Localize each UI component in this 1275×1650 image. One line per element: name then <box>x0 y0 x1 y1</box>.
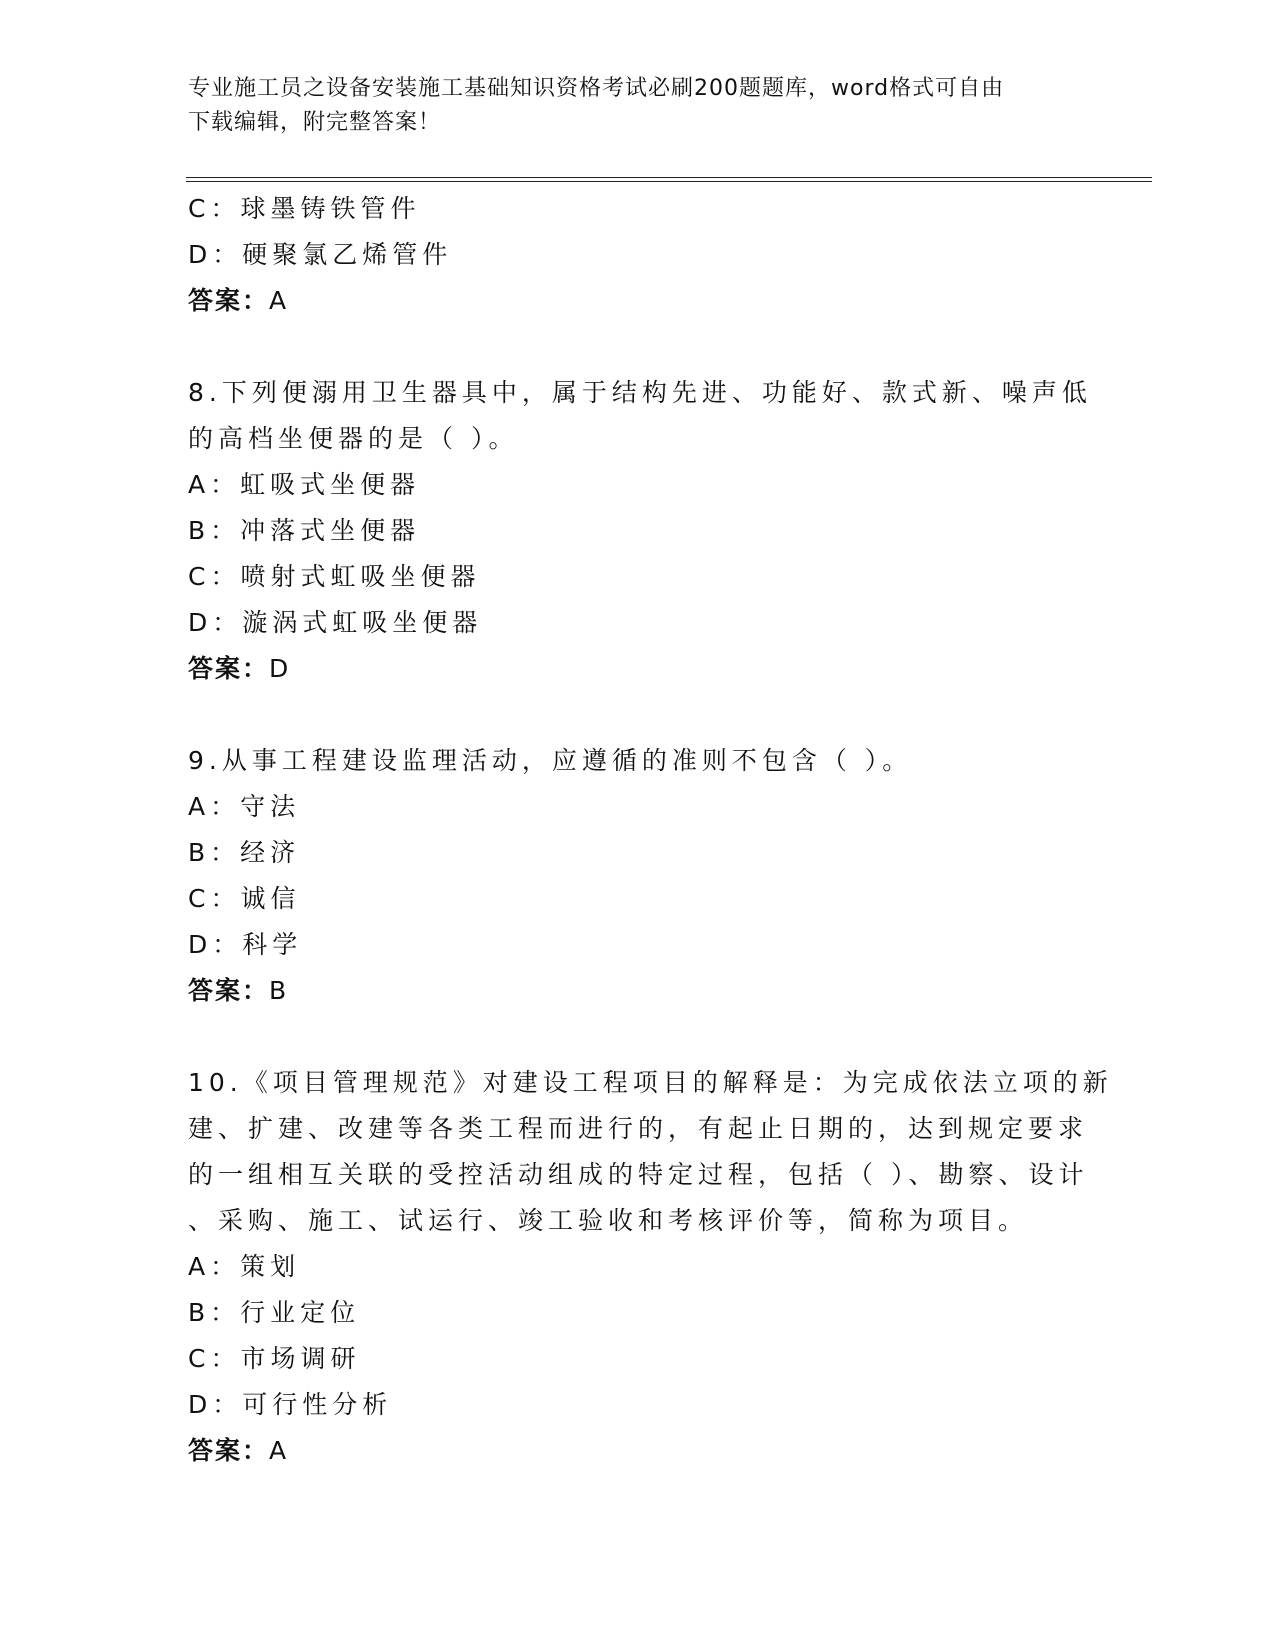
answer-line <box>188 1428 1088 1474</box>
question-stem-line: 8.下列便溺用卫生器具中，属于结构先进、功能好、款式新、噪声低 <box>188 378 1092 407</box>
option-c: C：球墨铸铁管件 <box>188 194 421 223</box>
question-9 <box>188 738 1088 1014</box>
answer-line <box>188 278 1088 324</box>
option-b: B：行业定位 <box>188 1298 361 1327</box>
question-8 <box>188 370 1092 692</box>
option-d: D：科学 <box>188 930 303 959</box>
option-c: C：诚信 <box>188 884 301 913</box>
option-a: A：守法 <box>188 792 301 821</box>
answer-value: A <box>269 286 289 315</box>
answer-line <box>188 968 1088 1014</box>
question-7 <box>188 186 1088 324</box>
header-line-1: 专业施工员之设备安装施工基础知识资格考试必刷200题题库，word格式可自由 <box>188 76 1005 101</box>
header-divider <box>186 177 1152 182</box>
document-header <box>188 72 1068 140</box>
question-stem-line: 、采购、施工、试运行、竣工验收和考核评价等，简称为项目。 <box>188 1206 1029 1235</box>
answer-value: D <box>269 654 291 683</box>
answer-label: 答案： <box>188 976 270 1005</box>
answer-line <box>188 646 1088 692</box>
option-d: D：漩涡式虹吸坐便器 <box>188 608 483 637</box>
answer-label: 答案： <box>188 654 270 683</box>
question-10 <box>188 1060 1113 1474</box>
answer-label: 答案： <box>188 1436 270 1465</box>
option-a: A：策划 <box>188 1252 301 1281</box>
header-line-2: 下载编辑，附完整答案！ <box>188 110 442 135</box>
option-c: C：喷射式虹吸坐便器 <box>188 562 481 591</box>
option-b: B：冲落式坐便器 <box>188 516 421 545</box>
option-d: D：硬聚氯乙烯管件 <box>188 240 453 269</box>
question-stem-line: 的高档坐便器的是（ ）。 <box>188 424 519 453</box>
option-d: D：可行性分析 <box>188 1390 393 1419</box>
question-stem-line: 10.《项目管理规范》对建设工程项目的解释是：为完成依法立项的新 <box>188 1068 1113 1097</box>
question-stem-line: 建、扩建、改建等各类工程而进行的，有起止日期的，达到规定要求 <box>188 1114 1089 1143</box>
question-list <box>188 186 1113 1474</box>
option-c: C：市场调研 <box>188 1344 361 1373</box>
answer-value: B <box>269 976 289 1005</box>
question-stem-line: 的一组相互关联的受控活动组成的特定过程，包括（ ）、勘察、设计 <box>188 1160 1089 1189</box>
option-b: B：经济 <box>188 838 301 867</box>
option-a: A：虹吸式坐便器 <box>188 470 421 499</box>
question-stem-line: 9.从事工程建设监理活动，应遵循的准则不包含（ ）。 <box>188 746 913 775</box>
answer-label: 答案： <box>188 286 270 315</box>
answer-value: A <box>269 1436 289 1465</box>
